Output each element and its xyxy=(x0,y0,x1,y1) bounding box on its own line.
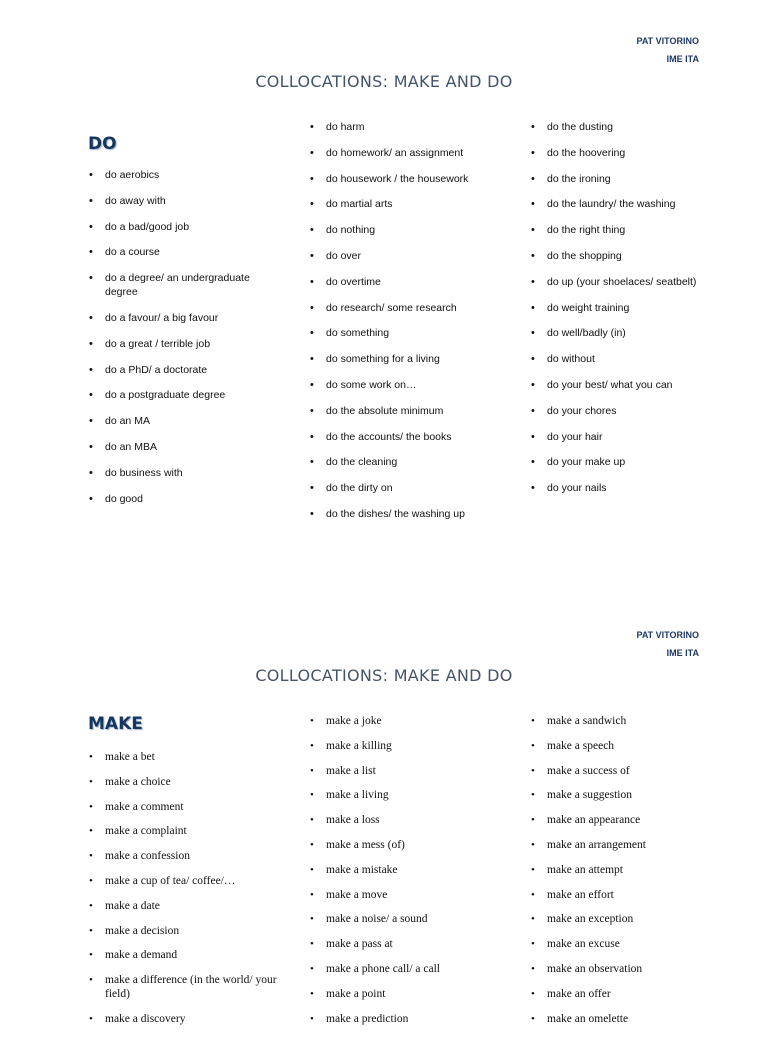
list-item: • do some work on… xyxy=(310,378,510,392)
list-item: • make an omelette xyxy=(531,1012,706,1026)
list-item: • make a demand xyxy=(89,948,279,962)
list-item: • do the dusting xyxy=(531,120,706,134)
list-item: • make an excuse xyxy=(531,937,706,951)
list-item: • make a discovery xyxy=(89,1012,279,1026)
list-item: • make a comment xyxy=(89,800,279,814)
section-heading-make: MAKE xyxy=(88,714,143,734)
list-item: • do away with xyxy=(89,194,279,208)
author-name: PAT VITORINO xyxy=(636,36,699,46)
list-item: • make a point xyxy=(310,987,510,1001)
list-item: • do a PhD/ a doctorate xyxy=(89,363,279,377)
list-item: • do over xyxy=(310,249,510,263)
list-item: • do nothing xyxy=(310,223,510,237)
list-item: • make an effort xyxy=(531,888,706,902)
list-item: • do a great / terrible job xyxy=(89,337,279,351)
list-item: • do up (your shoelaces/ seatbelt) xyxy=(531,275,706,289)
author-org: IME ITA xyxy=(666,648,699,658)
list-item: • make a noise/ a sound xyxy=(310,912,510,926)
list-item: • do the cleaning xyxy=(310,455,510,469)
list-item: • do research/ some research xyxy=(310,301,510,315)
section-heading-do: DO xyxy=(88,134,117,154)
page-title: COLLOCATIONS: MAKE AND DO xyxy=(255,666,513,685)
list-item: • make a difference (in the world/ your field) xyxy=(89,973,279,1001)
list-item: • make a success of xyxy=(531,764,706,778)
list-item: • do an MBA xyxy=(89,440,279,454)
list-item: • do business with xyxy=(89,466,279,480)
list-item: • make a choice xyxy=(89,775,279,789)
list-item: • do the ironing xyxy=(531,172,706,186)
author-org: IME ITA xyxy=(666,54,699,64)
list-item: • do a favour/ a big favour xyxy=(89,311,279,325)
list-item: • do your best/ what you can xyxy=(531,378,706,392)
list-item: • do well/badly (in) xyxy=(531,326,706,340)
list-item: • make an attempt xyxy=(531,863,706,877)
list-item: • do a postgraduate degree xyxy=(89,388,279,402)
list-item: • make a suggestion xyxy=(531,788,706,802)
list-item: • do an MA xyxy=(89,414,279,428)
list-item: • make an exception xyxy=(531,912,706,926)
list-item: • make a speech xyxy=(531,739,706,753)
page-title: COLLOCATIONS: MAKE AND DO xyxy=(255,72,513,91)
list-item: • do without xyxy=(531,352,706,366)
list-item: • make a sandwich xyxy=(531,714,706,728)
list-item: • do your chores xyxy=(531,404,706,418)
list-item: • make a joke xyxy=(310,714,510,728)
list-column-1 xyxy=(89,168,279,517)
list-column-3 xyxy=(531,120,706,507)
list-item: • do something for a living xyxy=(310,352,510,366)
list-column-2 xyxy=(310,120,510,533)
list-item: • make a pass at xyxy=(310,937,510,951)
list-item: • do the accounts/ the books xyxy=(310,430,510,444)
list-item: • do a course xyxy=(89,245,279,259)
list-item: • make a move xyxy=(310,888,510,902)
list-item: • do the shopping xyxy=(531,249,706,263)
list-item: • make a list xyxy=(310,764,510,778)
list-item: • do homework/ an assignment xyxy=(310,146,510,160)
list-column-2 xyxy=(310,714,510,1036)
list-item: • do harm xyxy=(310,120,510,134)
list-item: • do the laundry/ the washing xyxy=(531,197,706,211)
list-item: • do weight training xyxy=(531,301,706,315)
list-item: • do something xyxy=(310,326,510,340)
list-item: • make an arrangement xyxy=(531,838,706,852)
list-item: • do the absolute minimum xyxy=(310,404,510,418)
author-name: PAT VITORINO xyxy=(636,630,699,640)
list-item: • make a killing xyxy=(310,739,510,753)
list-item: • do the dishes/ the washing up xyxy=(310,507,510,521)
list-item: • make a mess (of) xyxy=(310,838,510,852)
list-item: • do the hoovering xyxy=(531,146,706,160)
document-page-2 xyxy=(0,594,768,1024)
list-item: • do housework / the housework xyxy=(310,172,510,186)
list-item: • make a decision xyxy=(89,924,279,938)
list-item: • make a complaint xyxy=(89,824,279,838)
list-item: • do martial arts xyxy=(310,197,510,211)
list-item: • make a loss xyxy=(310,813,510,827)
list-item: • do your hair xyxy=(531,430,706,444)
list-item: • make a living xyxy=(310,788,510,802)
list-item: • do a degree/ an undergraduate degree xyxy=(89,271,279,299)
list-item: • make an offer xyxy=(531,987,706,1001)
list-item: • do the dirty on xyxy=(310,481,510,495)
author-header xyxy=(636,626,699,662)
list-item: • make a cup of tea/ coffee/… xyxy=(89,874,279,888)
list-item: • do your make up xyxy=(531,455,706,469)
list-item: • make a date xyxy=(89,899,279,913)
list-item: • do a bad/good job xyxy=(89,220,279,234)
list-item: • do your nails xyxy=(531,481,706,495)
list-item: • make an observation xyxy=(531,962,706,976)
list-item: • do overtime xyxy=(310,275,510,289)
list-item: • do aerobics xyxy=(89,168,279,182)
list-item: • make an appearance xyxy=(531,813,706,827)
list-item: • make a confession xyxy=(89,849,279,863)
list-item: • make a phone call/ a call xyxy=(310,962,510,976)
list-item: • do good xyxy=(89,492,279,506)
list-item: • do the right thing xyxy=(531,223,706,237)
author-header xyxy=(636,32,699,68)
list-item: • make a bet xyxy=(89,750,279,764)
list-column-1 xyxy=(89,750,279,1037)
list-item: • make a mistake xyxy=(310,863,510,877)
list-column-3 xyxy=(531,714,706,1036)
list-item: • make a prediction xyxy=(310,1012,510,1026)
